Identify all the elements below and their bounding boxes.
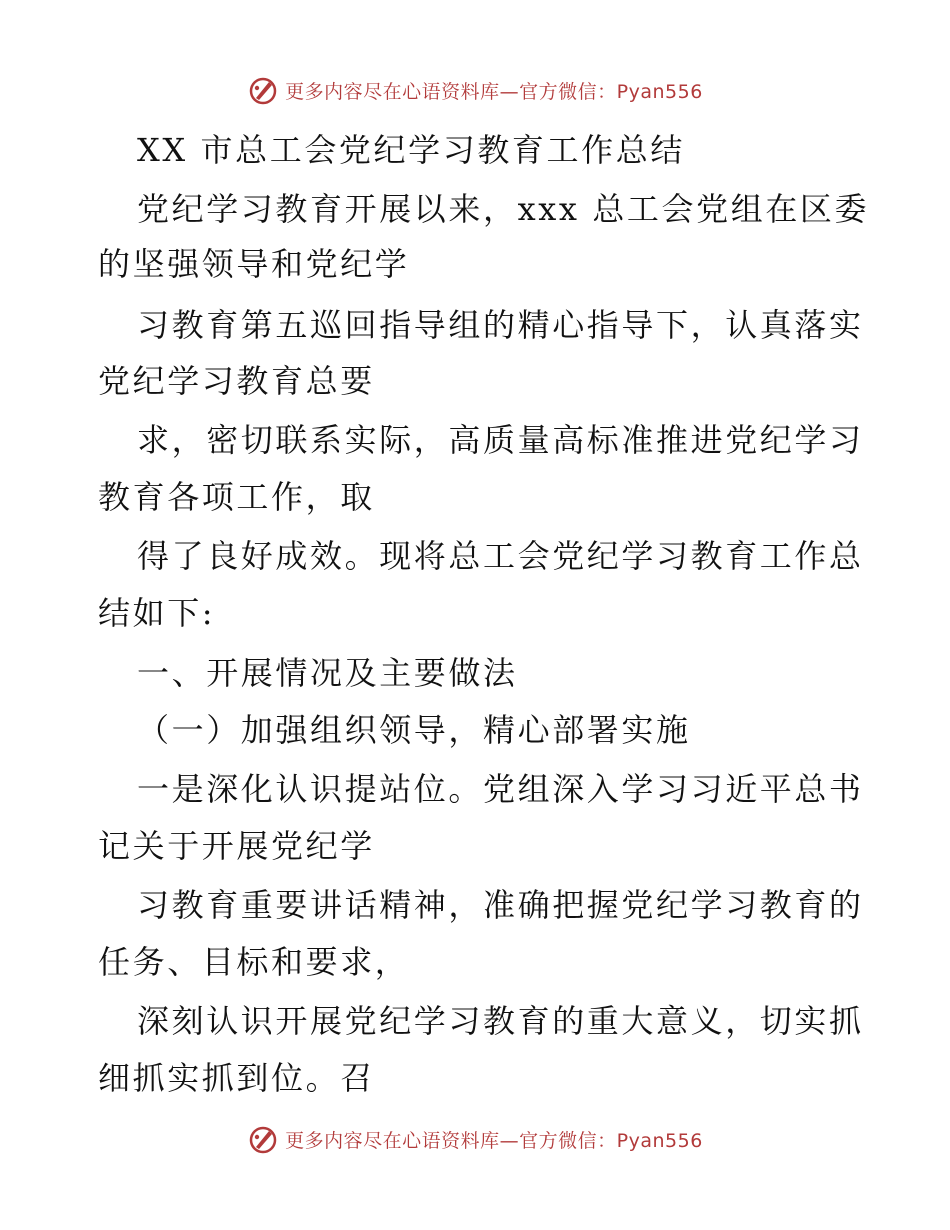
paragraph-line: 习教育第五巡回指导组的精心指导下，认真落实 [137, 306, 864, 344]
document-title: XX 市总工会党纪学习教育工作总结 [137, 131, 685, 169]
section-heading: 一、开展情况及主要做法 [137, 654, 518, 692]
paragraph-line: 党纪学习教育开展以来，xxx 总工会党组在区委 [137, 190, 870, 228]
paragraph-line: 党纪学习教育总要 [98, 362, 375, 400]
paragraph-line: 细抓实抓到位。召 [98, 1059, 375, 1097]
paragraph-line: 的坚强领导和党纪学 [98, 245, 410, 283]
quill-pen-logo-icon [247, 1123, 279, 1155]
quill-pen-logo-icon [247, 74, 279, 106]
footer-banner-text: 更多内容尽在心语资料库—官方微信：Pyan556 [285, 1129, 703, 1152]
paragraph-line: 求，密切联系实际，高质量高标准推进党纪学习 [137, 421, 864, 459]
paragraph-line: 习教育重要讲话精神，准确把握党纪学习教育的 [137, 886, 864, 924]
paragraph-line: 结如下: [98, 594, 216, 632]
subsection-heading: （一）加强组织领导，精心部署实施 [137, 711, 691, 749]
paragraph-line: 教育各项工作，取 [98, 478, 375, 516]
footer-banner [0, 1119, 950, 1159]
paragraph-line: 得了良好成效。现将总工会党纪学习教育工作总 [137, 537, 864, 575]
paragraph-line: 记关于开展党纪学 [98, 827, 375, 865]
header-banner-text: 更多内容尽在心语资料库—官方微信：Pyan556 [285, 80, 703, 103]
paragraph-line: 任务、目标和要求， [98, 943, 410, 981]
paragraph-line: 深刻认识开展党纪学习教育的重大意义，切实抓 [137, 1002, 864, 1040]
header-banner [0, 70, 950, 110]
paragraph-line: 一是深化认识提站位。党组深入学习习近平总书 [137, 770, 864, 808]
